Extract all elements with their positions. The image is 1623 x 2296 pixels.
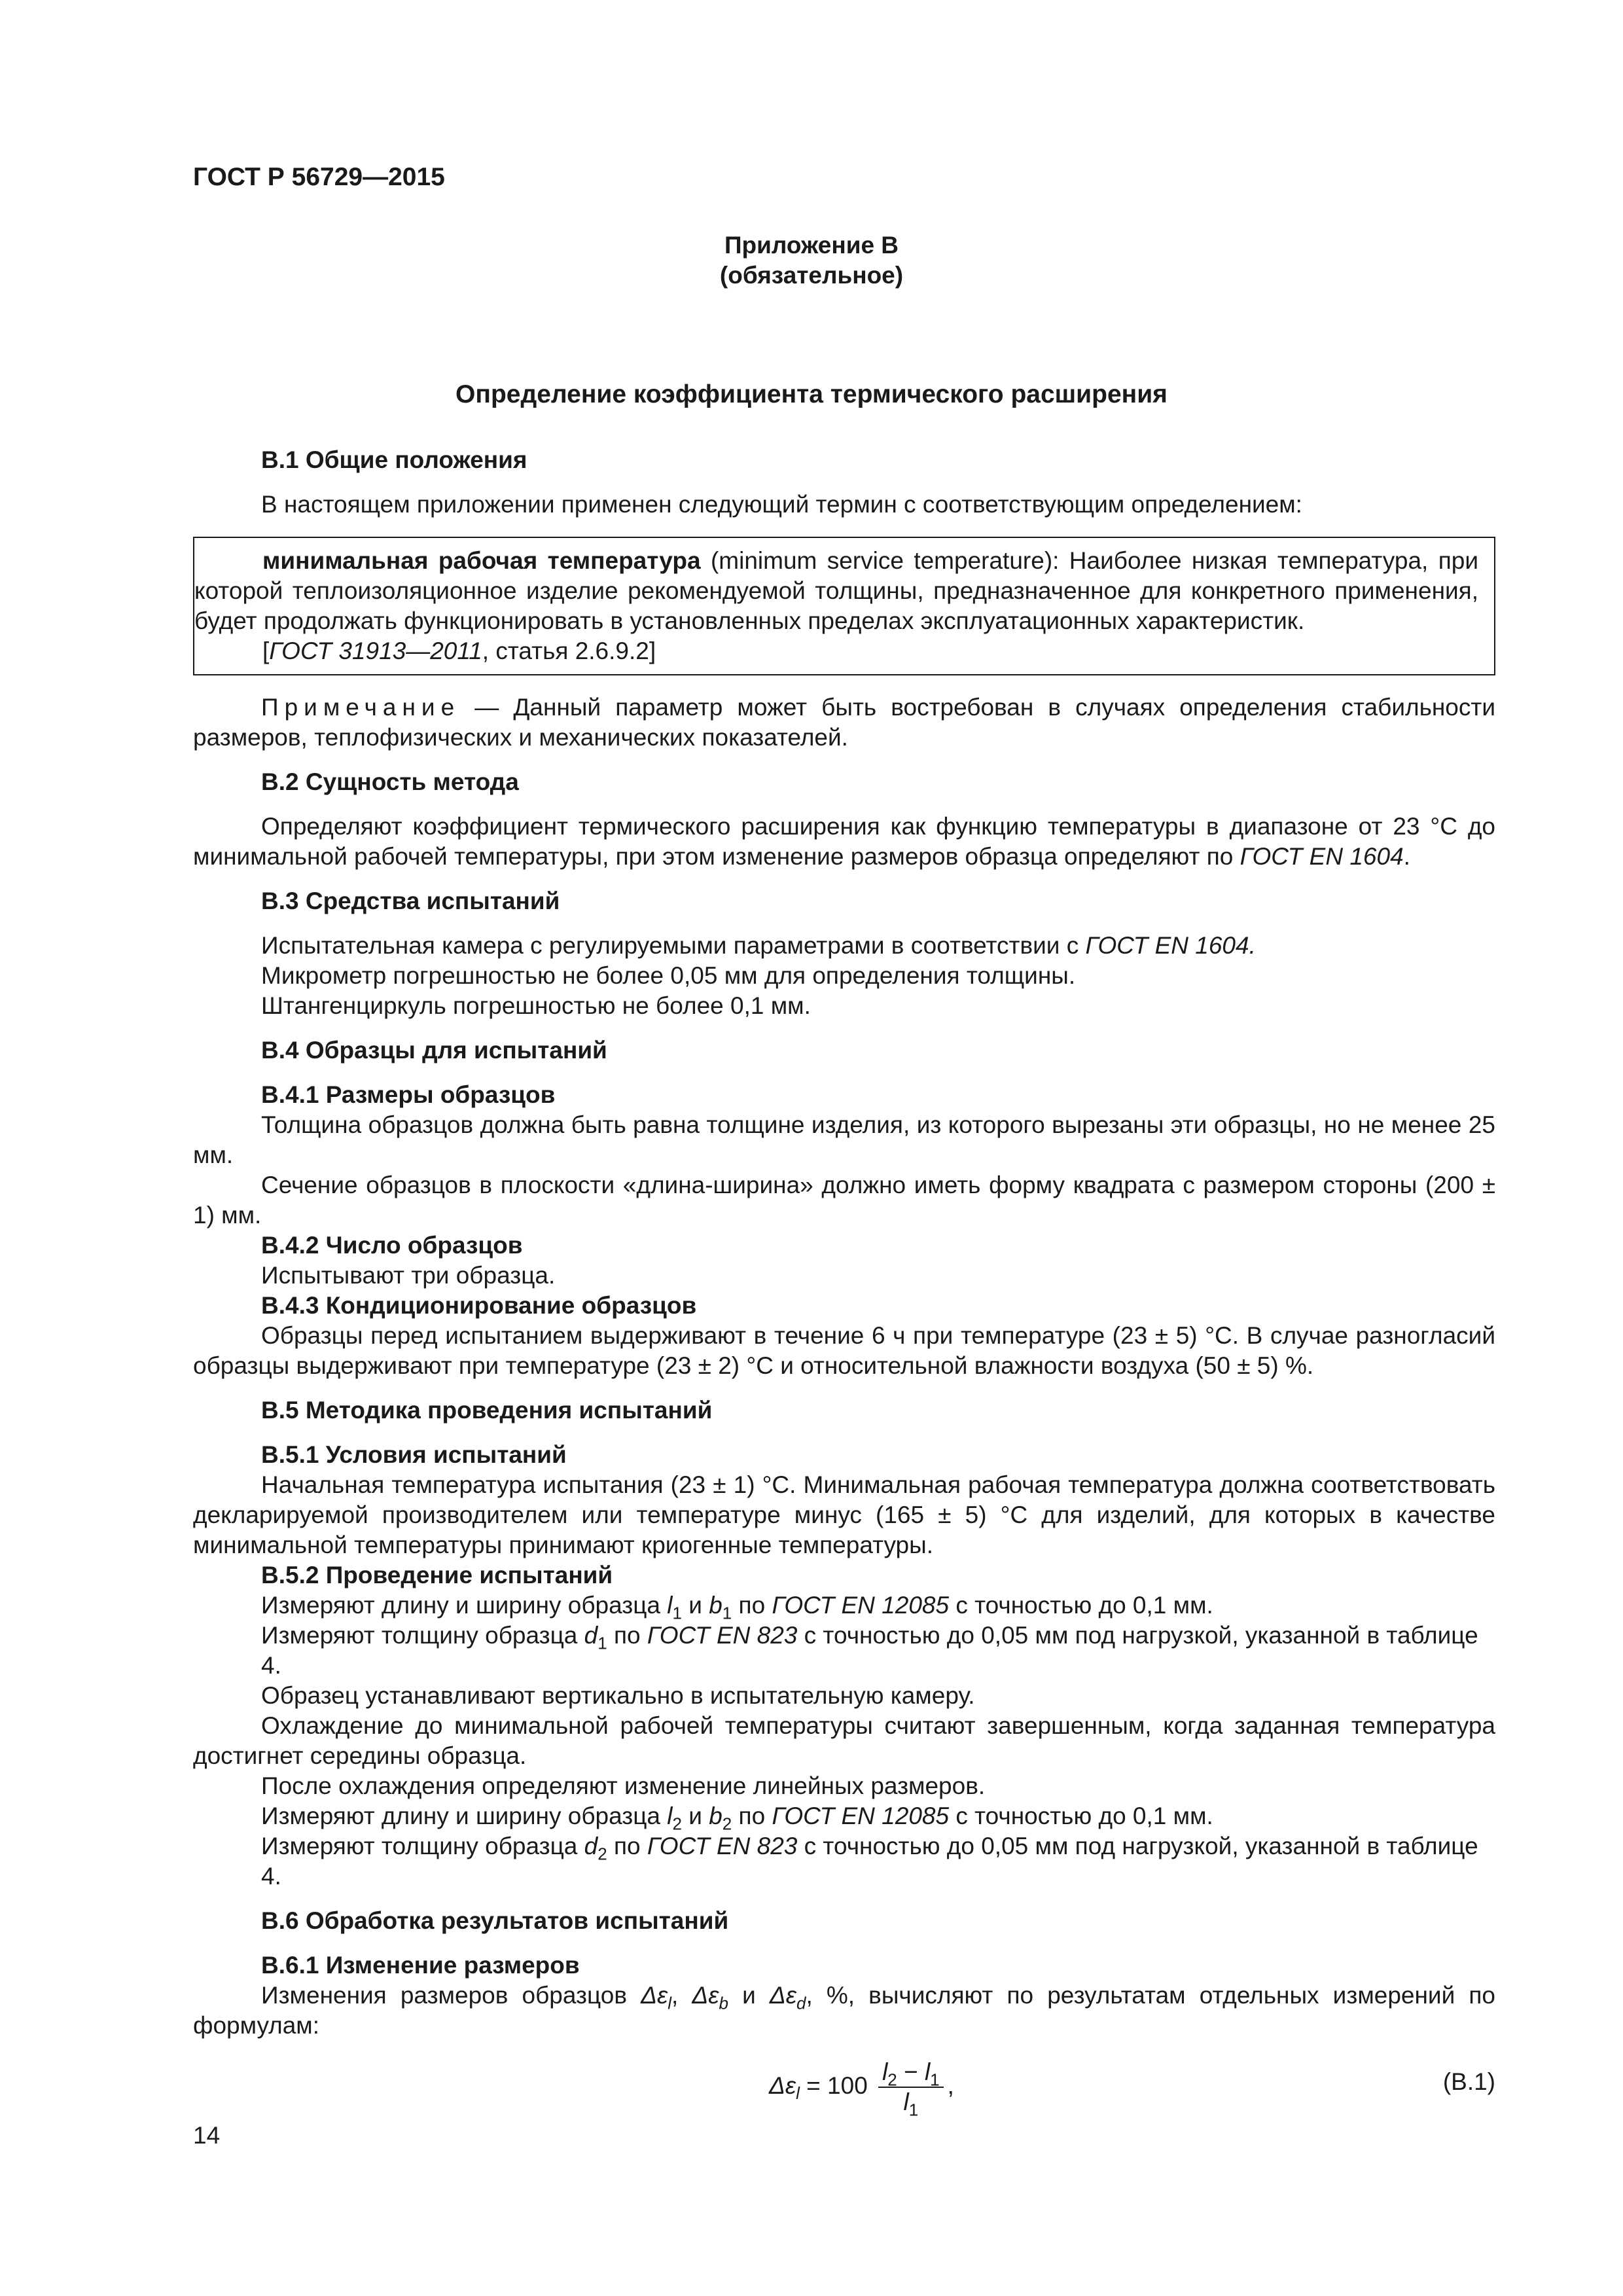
section-b1-intro: В настоящем приложении применен следующий термин с соответствующим определением:: [261, 491, 1302, 518]
standard-reference: ГОСТ EN 12085: [772, 1803, 950, 1829]
section-b3-line3: Штангенциркуль погрешностью не более 0,1 мм.: [261, 992, 811, 1019]
section-b43-heading: В.4.3 Кондиционирование образцов: [261, 1292, 697, 1319]
section-b2-text: Определяют коэффициент термического расширения как функцию температуры в диапазоне от 23 °С до минимальной рабочей температуры, при этом изменение размеров образца определяют по ГОСТ EN 1604.: [193, 813, 1495, 870]
definition-source: [ГОСТ 31913—2011, статья 2.6.9.2]: [262, 637, 656, 664]
annex-status: (обязательное): [719, 262, 904, 289]
section-b3-line1: Испытательная камера с регулируемыми параметрами в соответствии с ГОСТ EN 1604.: [261, 932, 1256, 959]
step-after-cooling: После охлаждения определяют изменение линейных размеров.: [261, 1772, 986, 1799]
section-b61-text: Изменения размеров образцов $\Delta\varepsilon_l$, $\Delta\varepsilon_b$ и $\Delta\varepsilon_d$, %, вычисляют по результатам отдельных измерений по формулам:: [193, 1982, 1495, 2039]
step-cooling: Охлаждение до минимальной рабочей температуры считают завершенным, когда заданная температура достигнет середины образца.: [193, 1712, 1495, 1769]
section-b1-heading: В.1 Общие положения: [261, 446, 527, 473]
fraction-numerator: $l_2 - l_1$: [878, 2058, 944, 2088]
section-b42-text: Испытывают три образца.: [261, 1262, 556, 1289]
section-b52-heading: В.5.2 Проведение испытаний: [261, 1562, 613, 1588]
section-b3-heading: В.3 Средства испытаний: [261, 888, 560, 914]
formula-expression: $\Delta\varepsilon_l = 100$ $\frac{l_2 - l_1}{l_1}$ ,: [769, 2058, 954, 2120]
section-b51-heading: В.5.1 Условия испытаний: [261, 1441, 567, 1468]
annex-name: Приложение В: [724, 232, 899, 259]
annex-heading: [0, 230, 1623, 291]
section-b3-line2: Микрометр погрешностью не более 0,05 мм для определения толщины.: [261, 962, 1076, 989]
section-b42-heading: В.4.2 Число образцов: [261, 1232, 523, 1259]
formula-number: (В.1): [1442, 2068, 1495, 2095]
term: минимальная рабочая температура: [262, 547, 701, 574]
term-english: (minimum service temperature):: [700, 547, 1060, 574]
section-b5-heading: В.5 Методика проведения испытаний: [261, 1397, 713, 1424]
term-definition: [194, 546, 1478, 636]
standard-reference: ГОСТ EN 12085: [772, 1592, 950, 1619]
formula-b1: [193, 2047, 1495, 2119]
section-b41-heading: В.4.1 Размеры образцов: [261, 1081, 556, 1108]
fraction-denominator: $l_1$: [903, 2089, 919, 2120]
step-measure-thickness-2: Измеряют толщину образца $d_2$ по ГОСТ EN 823 с точностью до 0,05 мм под нагрузкой, указанной в таблице 4.: [261, 1833, 1478, 1890]
standard-reference: ГОСТ EN 1604.: [1085, 932, 1256, 959]
section-b41-p2: Сечение образцов в плоскости «длина-ширина» должно иметь форму квадрата с размером стороны (200 ± 1) мм.: [193, 1172, 1495, 1229]
note-label: Примечание: [261, 694, 461, 721]
section-b43-text: Образцы перед испытанием выдерживают в течение 6 ч при температуре (23 ± 5) °С. В случае разногласий образцы выдерживают при температуре (23 ± 2) °С и относительной влажности воздуха (50 ± 5) %.: [193, 1322, 1495, 1379]
note: [193, 692, 1495, 753]
source-document: ГОСТ 31913—2011: [269, 637, 482, 664]
page-number: 14: [193, 2122, 221, 2149]
annex-title: Определение коэффициента термического расширения: [455, 380, 1168, 408]
section-b51-text: Начальная температура испытания (23 ± 1) °С. Минимальная рабочая температура должна соответствовать декларируемой производителем или температуре минус (165 ± 5) °С для изделий, для которых в качестве минимальной температуры принимают криогенные температуры.: [193, 1471, 1495, 1558]
section-b2-heading: В.2 Сущность метода: [261, 768, 519, 795]
note-text: — Данный параметр может быть востребован в случаях определения стабильности размеров, теплофизических и механических показателей.: [193, 694, 1495, 751]
definition-text: Наиболее низкая температура, при которой теплоизоляционное изделие рекомендуемой толщины, предназначенное для конкретного применения, будет продолжать функционировать в установленных пределах эксплуатационных характеристик.: [194, 547, 1478, 634]
section-b41-p1: Толщина образцов должна быть равна толщине изделия, из которого вырезаны эти образцы, но не менее 25 мм.: [193, 1111, 1495, 1168]
step-measure-thickness-1: Измеряют толщину образца $d_1$ по ГОСТ EN 823 с точностью до 0,05 мм под нагрузкой, указанной в таблице 4.: [261, 1622, 1478, 1679]
document-body: [193, 445, 1495, 2119]
step-install-sample: Образец устанавливают вертикально в испытательную камеру.: [261, 1682, 975, 1709]
document-code: ГОСТ Р 56729—2015: [193, 163, 445, 191]
section-b6-heading: В.6 Обработка результатов испытаний: [261, 1907, 729, 1934]
standard-reference: ГОСТ EN 1604: [1240, 843, 1404, 870]
formula-fraction: [878, 2058, 944, 2120]
term-definition-box: [193, 537, 1495, 675]
step-measure-length-1: Измеряют длину и ширину образца $l_1$ и $b_1$ по ГОСТ EN 12085 с точностью до 0,1 мм.: [261, 1592, 1213, 1623]
standard-reference: ГОСТ EN 823: [647, 1833, 798, 1859]
step-measure-length-2: Измеряют длину и ширину образца $l_2$ и $b_2$ по ГОСТ EN 12085 с точностью до 0,1 мм.: [261, 1803, 1213, 1834]
standard-reference: ГОСТ EN 823: [647, 1622, 798, 1649]
section-b4-heading: В.4 Образцы для испытаний: [261, 1037, 607, 1064]
section-b61-heading: В.6.1 Изменение размеров: [261, 1952, 580, 1979]
